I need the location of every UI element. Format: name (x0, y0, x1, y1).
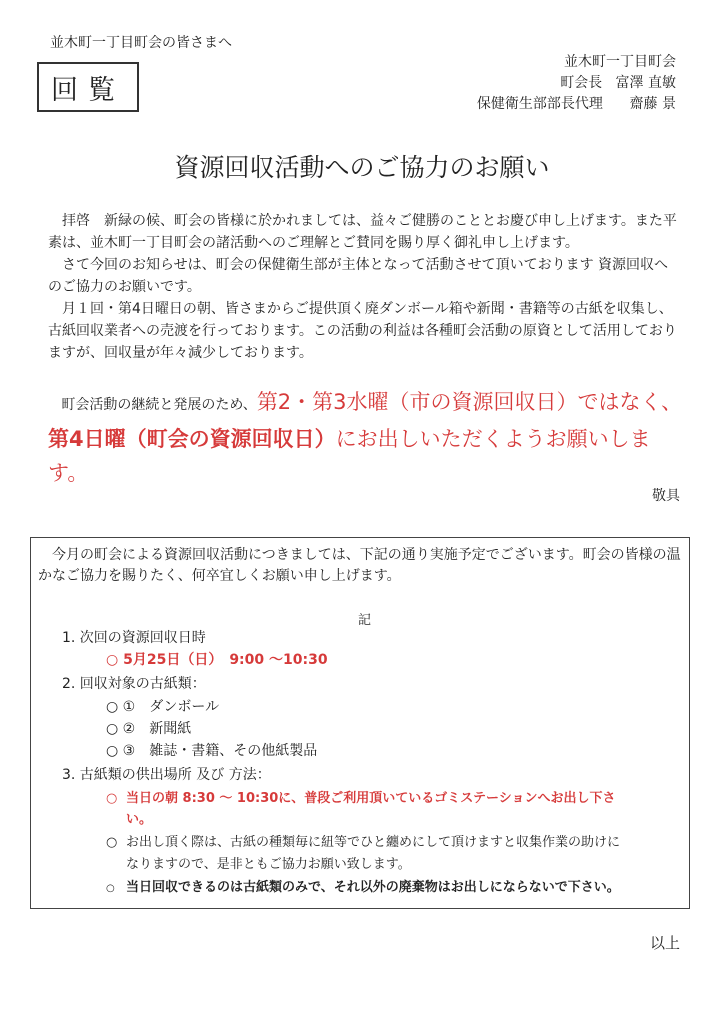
item-3-sub-2-cont: なりますので、是非ともご協力お願い致します。 (126, 857, 411, 872)
body-paragraph-3: 月１回・第4日曜日の朝、皆さまからご提供頂く廃ダンボール箱や新聞・書籍等の古紙を収集し、古紙回収業者への売渡を行っております。この活動の利益は各種町会活動の原資として活用しておりますが、回収量が年々減少しております。 (48, 301, 677, 361)
appeal-lead: 町会活動の継続と発展のため、 (61, 397, 257, 413)
chair-title: 町会長 (560, 75, 603, 91)
sender-org: 並木町一丁目町会 (564, 54, 676, 70)
circle-bullet-icon: ○ (106, 835, 118, 850)
item-2-label: 2. 回収対象の古紙類： (62, 676, 206, 692)
deputy-title: 保健衛生部部長代理 (476, 96, 603, 112)
item-3-sub-3 (106, 877, 620, 899)
addressee: 並木町一丁目町会の皆さまへ (50, 35, 232, 51)
item-3-sub-1-cont: い。 (126, 812, 153, 827)
appeal-part-1: 第2・第3水曜（市の資源回収日）ではなく、 (256, 390, 683, 414)
closing-ijo: 以上 (649, 934, 680, 952)
ki-mark: 記 (358, 613, 372, 628)
item-1-label: 1. 次回の資源回収日時 (62, 630, 206, 646)
item-3-label: 3. 古紙類の供出場所 及び 方法： (62, 767, 271, 783)
small-circle-bullet-icon: ○ (106, 883, 115, 894)
sender-block (477, 52, 676, 115)
item-3-sub-2 (106, 832, 620, 853)
document-title: 資源回収活動へのご協力のお願い (174, 153, 550, 182)
closing-keigu: 敬具 (652, 488, 680, 504)
sender-chair (477, 73, 676, 94)
item-3-sub-1 (106, 788, 616, 809)
appeal-text (48, 385, 688, 490)
notice-intro (38, 545, 684, 587)
deputy-name: 齋藤 景 (629, 96, 676, 112)
sender-deputy (477, 94, 676, 115)
kairan-stamp: 回覧 (37, 62, 139, 112)
body-paragraph-1: 拝啓 新緑の候、町会の皆様に於かれましては、益々ご健勝のこととお慶び申し上げます。また平素は、並木町一丁目町会の諸活動へのご理解とご賛同を賜り厚く御礼申し上げます。 (48, 213, 677, 251)
body-text (48, 210, 678, 364)
item-2-sub-1: ○ ① ダンボール (106, 699, 220, 715)
item-3-sub-1-line-1: 当日の朝 8:30 ～ 10:30に、普段ご利用頂いているゴミステーションへお出し下さ (126, 791, 616, 806)
item-2-sub-2: ○ ② 新聞紙 (106, 721, 192, 737)
item-2-sub-3: ○ ③ 雑誌・書籍、その他紙製品 (106, 743, 318, 759)
item-3-sub-3-text: 当日回収できるのは古紙類のみで、それ以外の廃棄物はお出しにならないで下さい。 (126, 880, 620, 895)
circle-bullet-icon: ○ (106, 791, 118, 806)
body-paragraph-2: さて今回のお知らせは、町会の保健衛生部が主体となって活動させて頂いております 資源回収へのご協力のお願いです。 (48, 257, 669, 295)
item-3-sub-2-line-1: お出し頂く際は、古紙の種類毎に紐等でひと纏めにして頂けますと収集作業の助けに (126, 835, 621, 850)
appeal-part-2: 第4日曜（町会の資源回収日） (48, 427, 336, 451)
notice-intro-text: 今月の町会による資源回収活動につきましては、下記の通り実施予定でございます。町会の皆様の温かなご協力を賜りたく、何卒宜しくお願い申し上げます。 (38, 547, 681, 584)
chair-name: 富澤 直敏 (615, 75, 676, 91)
appeal-part-3: にお出しいただくようお願いします。 (48, 427, 651, 485)
item-1-date: ○ 5月25日（日） 9:00 ～10:30 (106, 652, 328, 668)
